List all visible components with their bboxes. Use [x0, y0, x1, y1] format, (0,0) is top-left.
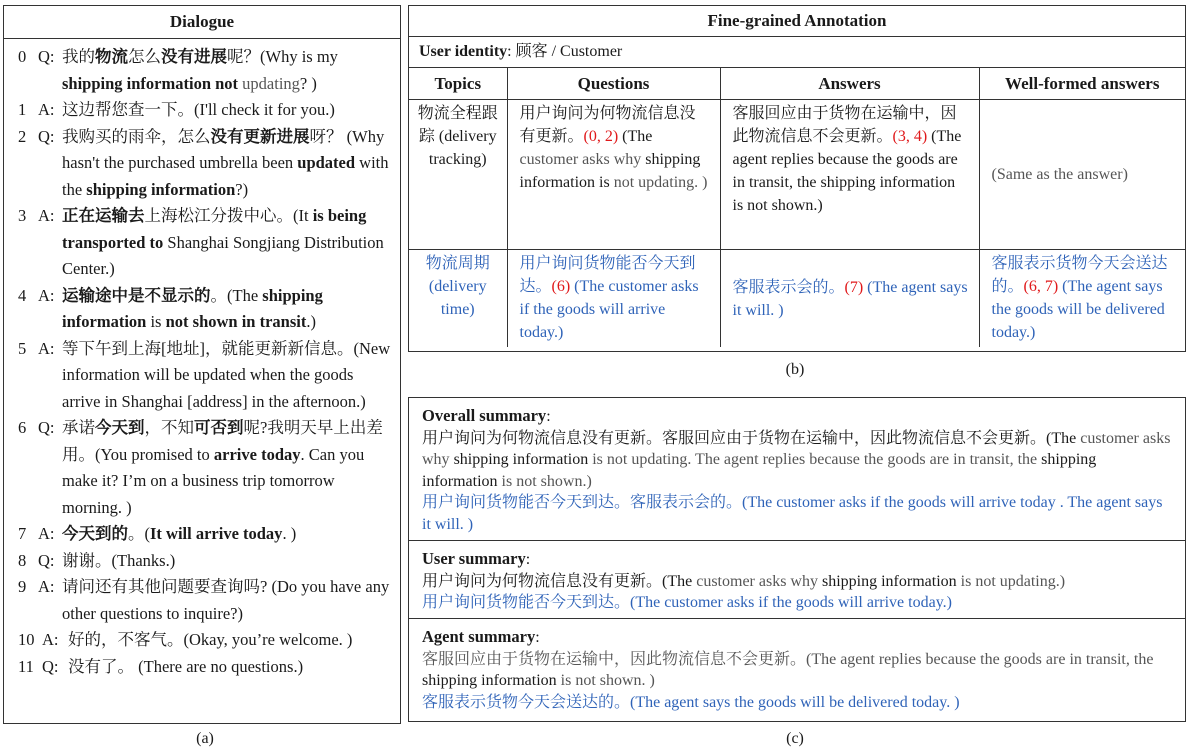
line-number: 9 — [18, 577, 27, 596]
summaries-panel — [408, 397, 1186, 722]
dialogue-line — [18, 415, 392, 521]
text-segment: 用户询问货物能否今天到达。 — [519, 255, 696, 295]
caption-a: (a) — [196, 730, 214, 747]
annotation-row — [409, 100, 1185, 250]
line-number: 2 — [18, 126, 27, 146]
dialogue-line — [18, 44, 392, 97]
speaker-label: Q: — [38, 418, 55, 437]
utterance-text — [62, 124, 392, 204]
user-identity-label: User identity — [419, 43, 508, 60]
utterance-text — [68, 654, 392, 681]
utterance-text — [62, 203, 392, 283]
dialogue-line — [18, 548, 392, 575]
summary-label: Agent summary — [422, 627, 536, 646]
dialogue-line — [18, 97, 392, 124]
text-segment: (The customer asks if the goods will arrive today.) — [519, 278, 699, 341]
text-segment: 承诺 — [62, 418, 95, 437]
text-segment: 没有了。 (There are no questions.) — [68, 656, 304, 676]
cell-answer — [720, 100, 979, 250]
text-segment: 没有更新进展 — [210, 126, 310, 146]
text-segment: customer asks why — [519, 151, 642, 168]
text-segment: 。(The — [210, 285, 263, 305]
text-segment: 。( — [128, 524, 150, 543]
text-segment: 客服表示会的。 — [732, 278, 845, 296]
text-segment: 呢？(Why is my — [227, 47, 338, 66]
summary-label: User summary — [422, 549, 526, 568]
text-segment: 这边帮您查一下。(I'll check it for you.) — [62, 100, 335, 119]
text-segment: customer asks why — [422, 429, 1171, 468]
text-segment: shipping information — [422, 451, 1097, 490]
text-segment: (6) — [551, 278, 571, 295]
text-segment: 好的，不客气。(Okay, you’re welcome. ) — [68, 630, 353, 649]
text-segment: updated — [297, 153, 356, 172]
cell-question — [507, 100, 720, 250]
utterance-text — [62, 574, 392, 627]
summary-text — [422, 428, 1175, 493]
text-segment: 物流 — [95, 47, 128, 66]
text-segment: shipping information — [449, 451, 589, 468]
dialogue-line — [18, 521, 392, 548]
text-segment: 客服表示货物今天会送达的。(The agent says the goods will be delivered today. ) — [422, 693, 960, 711]
text-segment: 客服回应由于货物在运输中，因此物流信息不会更新。(The agent replies because the goods are in transit, the — [422, 650, 1154, 668]
text-segment: shipping information not — [62, 73, 243, 93]
user-identity — [409, 37, 1185, 68]
text-segment: is not updating. The agent replies because the goods are in transit, the — [588, 451, 1042, 468]
text-segment: (6, 7) — [1023, 278, 1059, 295]
text-segment: not shown in transit — [165, 312, 307, 331]
annotation-header-row — [409, 68, 1185, 100]
cell-question — [507, 250, 720, 348]
summary-text — [422, 692, 1175, 714]
text-segment: 呢?我明天早上出差用。(You promised to — [62, 418, 383, 464]
cell-topic — [409, 100, 507, 250]
text-segment: 请问还有其他问题要查询吗? (Do you have any other questions to inquire?) — [62, 577, 390, 623]
speaker-label: A: — [42, 630, 59, 649]
text-segment: ，不知 — [144, 418, 194, 437]
header-questions: Questions — [507, 68, 720, 100]
utterance-text — [62, 283, 392, 336]
text-segment: with the — [62, 153, 389, 199]
text-segment: 呀？ (Why hasn't the purchased umbrella been — [62, 126, 385, 172]
header-answers: Answers — [720, 68, 979, 100]
text-segment: shipping information — [422, 672, 557, 689]
text-segment: (Same as the answer) — [991, 166, 1128, 183]
line-number: 1 — [18, 100, 27, 119]
text-segment: 正在运输去 — [62, 206, 145, 225]
text-segment: shipping information is — [519, 151, 701, 191]
caption-b: (b) — [785, 361, 805, 378]
text-segment: 运输途中是不显示的 — [62, 285, 211, 305]
text-segment: shipping information — [62, 285, 323, 331]
summary-text — [422, 592, 1175, 614]
speaker-label: Q: — [38, 126, 55, 146]
summary-text — [422, 492, 1175, 535]
text-segment: 可否到 — [194, 418, 244, 437]
text-segment: ?) — [235, 179, 249, 199]
speaker-label: A: — [38, 524, 55, 543]
text-segment: 怎么 — [128, 47, 161, 66]
header-topics: Topics — [409, 68, 507, 100]
text-segment: is not shown. ) — [556, 672, 655, 689]
text-segment: 用户询问货物能否今天到达。(The customer asks if the goods will arrive today.) — [422, 594, 952, 611]
text-segment: 用户询问货物能否今天到达。客服表示会的。(The customer asks if the goods will arrive today . The agent says it will. ) — [422, 494, 1163, 533]
text-segment: 用户询问为何物流信息没有更新。(The — [422, 572, 697, 590]
text-segment: 客服表示货物今天会送达的。 — [991, 255, 1168, 295]
text-segment: is not updating.) — [960, 572, 1066, 590]
utterance-text — [62, 97, 392, 124]
dialogue-lines — [4, 39, 400, 680]
text-segment: (7) — [844, 278, 864, 296]
cell-answer — [720, 250, 979, 348]
line-number: 7 — [18, 524, 27, 543]
text-segment: is — [146, 312, 166, 331]
summary-text — [422, 649, 1175, 692]
text-segment: (The agent says it will. ) — [732, 278, 968, 319]
summary-overall: Overall summary: 用户询问为何物流信息没有更新。客服回应由于货物在运输中，因此物流信息不会更新。(The customer asks why shipping information is not updating. The agent replies because the goods are in transit, the shipping information is not shown.) 用户询问货物能否今天到达。客服表示会的。(The customer asks if the goods will arrive today . The agent says it will. ) — [409, 398, 1185, 541]
annotation-panel — [408, 5, 1186, 352]
text-segment: 物流全程跟踪 (delivery tracking) — [417, 105, 498, 168]
text-segment: 用户询问为何物流信息没有更新。客服回应由于货物在运输中，因此物流信息不会更新。(The — [422, 429, 1081, 447]
text-segment: customer asks why — [696, 572, 818, 590]
text-segment: updating — [242, 73, 300, 93]
utterance-text — [62, 548, 392, 575]
summary-text — [422, 571, 1175, 593]
text-segment: 等下午到上海[地址]，就能更新新信息。(New information will be updated when the goods arrive in Shanghai [address] in the afternoon.) — [62, 338, 391, 411]
summary-label: Overall summary — [422, 406, 547, 425]
text-segment: . ) — [282, 524, 297, 543]
text-segment: arrive today — [213, 444, 301, 464]
speaker-label: Q: — [38, 550, 55, 570]
summary-agent: Agent summary: 客服回应由于货物在运输中，因此物流信息不会更新。(The agent replies because the goods are in transit, the shipping information is not shown. ) 客服表示货物今天会送达的。(The agent says the goods will be delivered today. ) — [409, 619, 1185, 720]
cell-well-formed — [979, 100, 1185, 250]
utterance-text — [68, 627, 392, 654]
speaker-label: A: — [38, 577, 55, 596]
text-segment: It will arrive today — [150, 524, 283, 543]
speaker-label: Q: — [38, 47, 55, 66]
utterance-text — [62, 336, 392, 416]
annotation-row — [409, 250, 1185, 348]
line-number: 3 — [18, 206, 27, 225]
dialogue-line — [18, 203, 392, 283]
text-segment: 没有进展 — [161, 47, 227, 66]
utterance-text — [62, 44, 392, 97]
speaker-label: A: — [38, 100, 55, 119]
text-segment: (The — [618, 128, 653, 145]
text-segment: 客服回应由于货物在运输中，因此物流信息不会更新。 — [732, 105, 957, 145]
text-segment: .) — [306, 312, 316, 331]
line-number: 6 — [18, 418, 27, 437]
text-segment: (0, 2) — [583, 128, 619, 145]
speaker-label: A: — [38, 285, 55, 305]
line-number: 8 — [18, 550, 27, 570]
cell-topic — [409, 250, 507, 348]
user-identity-value: : 顾客 / Customer — [507, 43, 623, 60]
line-number: 5 — [18, 338, 27, 358]
text-segment: shipping information — [86, 179, 236, 199]
text-segment: 上海松江分拨中心。(It — [144, 206, 313, 225]
text-segment: 谢谢。(Thanks.) — [62, 550, 176, 570]
dialogue-line — [18, 627, 392, 654]
dialogue-line — [18, 336, 392, 416]
text-segment: 今天到 — [95, 418, 145, 437]
speaker-label: Q: — [42, 656, 59, 676]
text-segment: 用户询问为何物流信息没有更新。 — [519, 105, 696, 145]
line-number: 10 — [18, 630, 35, 649]
utterance-text — [62, 521, 392, 548]
line-number: 0 — [18, 47, 27, 66]
dialogue-line — [18, 654, 392, 681]
dialogue-panel — [3, 5, 401, 724]
text-segment: not updating. ) — [613, 174, 708, 191]
text-segment: 我购买的雨伞，怎么 — [62, 126, 211, 146]
text-segment: Shanghai Songjiang Distribution Center.) — [62, 232, 384, 278]
dialogue-line — [18, 283, 392, 336]
utterance-text — [62, 415, 392, 521]
line-number: 11 — [18, 656, 34, 676]
text-segment: 我的 — [62, 47, 95, 66]
text-segment: 物流周期 (delivery time) — [425, 255, 490, 318]
text-segment: (The agent replies because the goods are in transit, the shipping information is not shown.) — [732, 128, 962, 214]
text-segment: ? ) — [299, 73, 317, 93]
caption-c: (c) — [786, 730, 804, 747]
dialogue-title: Dialogue — [4, 6, 400, 39]
text-segment: is being transported to — [62, 206, 367, 252]
text-segment: shipping information — [817, 572, 961, 590]
dialogue-line — [18, 124, 392, 204]
summary-user: User summary: 用户询问为何物流信息没有更新。(The customer asks why shipping information is not updating.) 用户询问货物能否今天到达。(The customer asks if the goods will arrive today.) — [409, 541, 1185, 619]
text-segment: (3, 4) — [892, 128, 928, 145]
line-number: 4 — [18, 285, 27, 305]
text-segment: is not shown.) — [497, 472, 592, 490]
text-segment: . Can you make it? I’m on a business trip tomorrow morning. ) — [62, 444, 365, 517]
header-well-formed-answers: Well-formed answers — [979, 68, 1185, 100]
text-segment: (The agent says the goods will be delivered today.) — [991, 278, 1165, 341]
dialogue-line — [18, 574, 392, 627]
speaker-label: A: — [38, 206, 55, 225]
speaker-label: A: — [38, 338, 55, 358]
cell-well-formed — [979, 250, 1185, 348]
annotation-title: Fine-grained Annotation — [409, 6, 1185, 37]
text-segment: 今天到的 — [62, 524, 128, 543]
annotation-table — [409, 68, 1185, 347]
